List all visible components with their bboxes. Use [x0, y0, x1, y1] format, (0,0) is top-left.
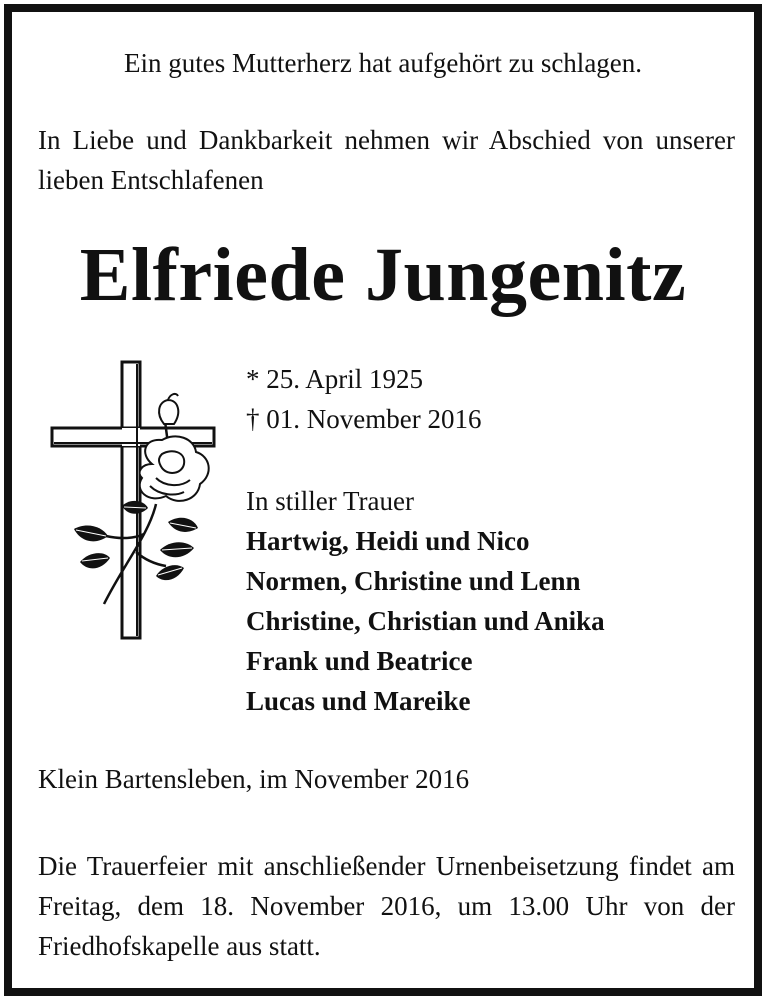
- family-line: Christine, Christian und Anika: [246, 606, 605, 636]
- funeral-information: Die Trauerfeier mit anschließender Urnenbeisetzung findet am Freitag, dem 18. November 2016, um 13.00 Uhr von der Friedhofskapelle aus statt.: [38, 851, 735, 961]
- family-line: Hartwig, Heidi und Nico: [246, 526, 530, 556]
- deceased-name: Elfriede Jungenitz: [79, 233, 687, 317]
- family-line: Lucas und Mareike: [246, 686, 471, 716]
- obituary-notice: [4, 4, 762, 996]
- intro-line: Ein gutes Mutterherz hat aufgehört zu schlagen.: [123, 48, 643, 78]
- farewell-paragraph: In Liebe und Dankbarkeit nehmen wir Abschied von unserer lieben Entschlafenen: [38, 125, 735, 195]
- place-and-date: Klein Bartensleben, im November 2016: [38, 764, 470, 794]
- cross-icon: [52, 362, 214, 638]
- family-line: Frank und Beatrice: [246, 646, 473, 676]
- birth-date: * 25. April 1925: [246, 364, 424, 394]
- cross-with-rose-icon: [44, 354, 224, 644]
- mourning-label: In stiller Trauer: [246, 486, 414, 516]
- death-date: † 01. November 2016: [246, 404, 482, 434]
- family-line: Normen, Christine und Lenn: [246, 566, 581, 596]
